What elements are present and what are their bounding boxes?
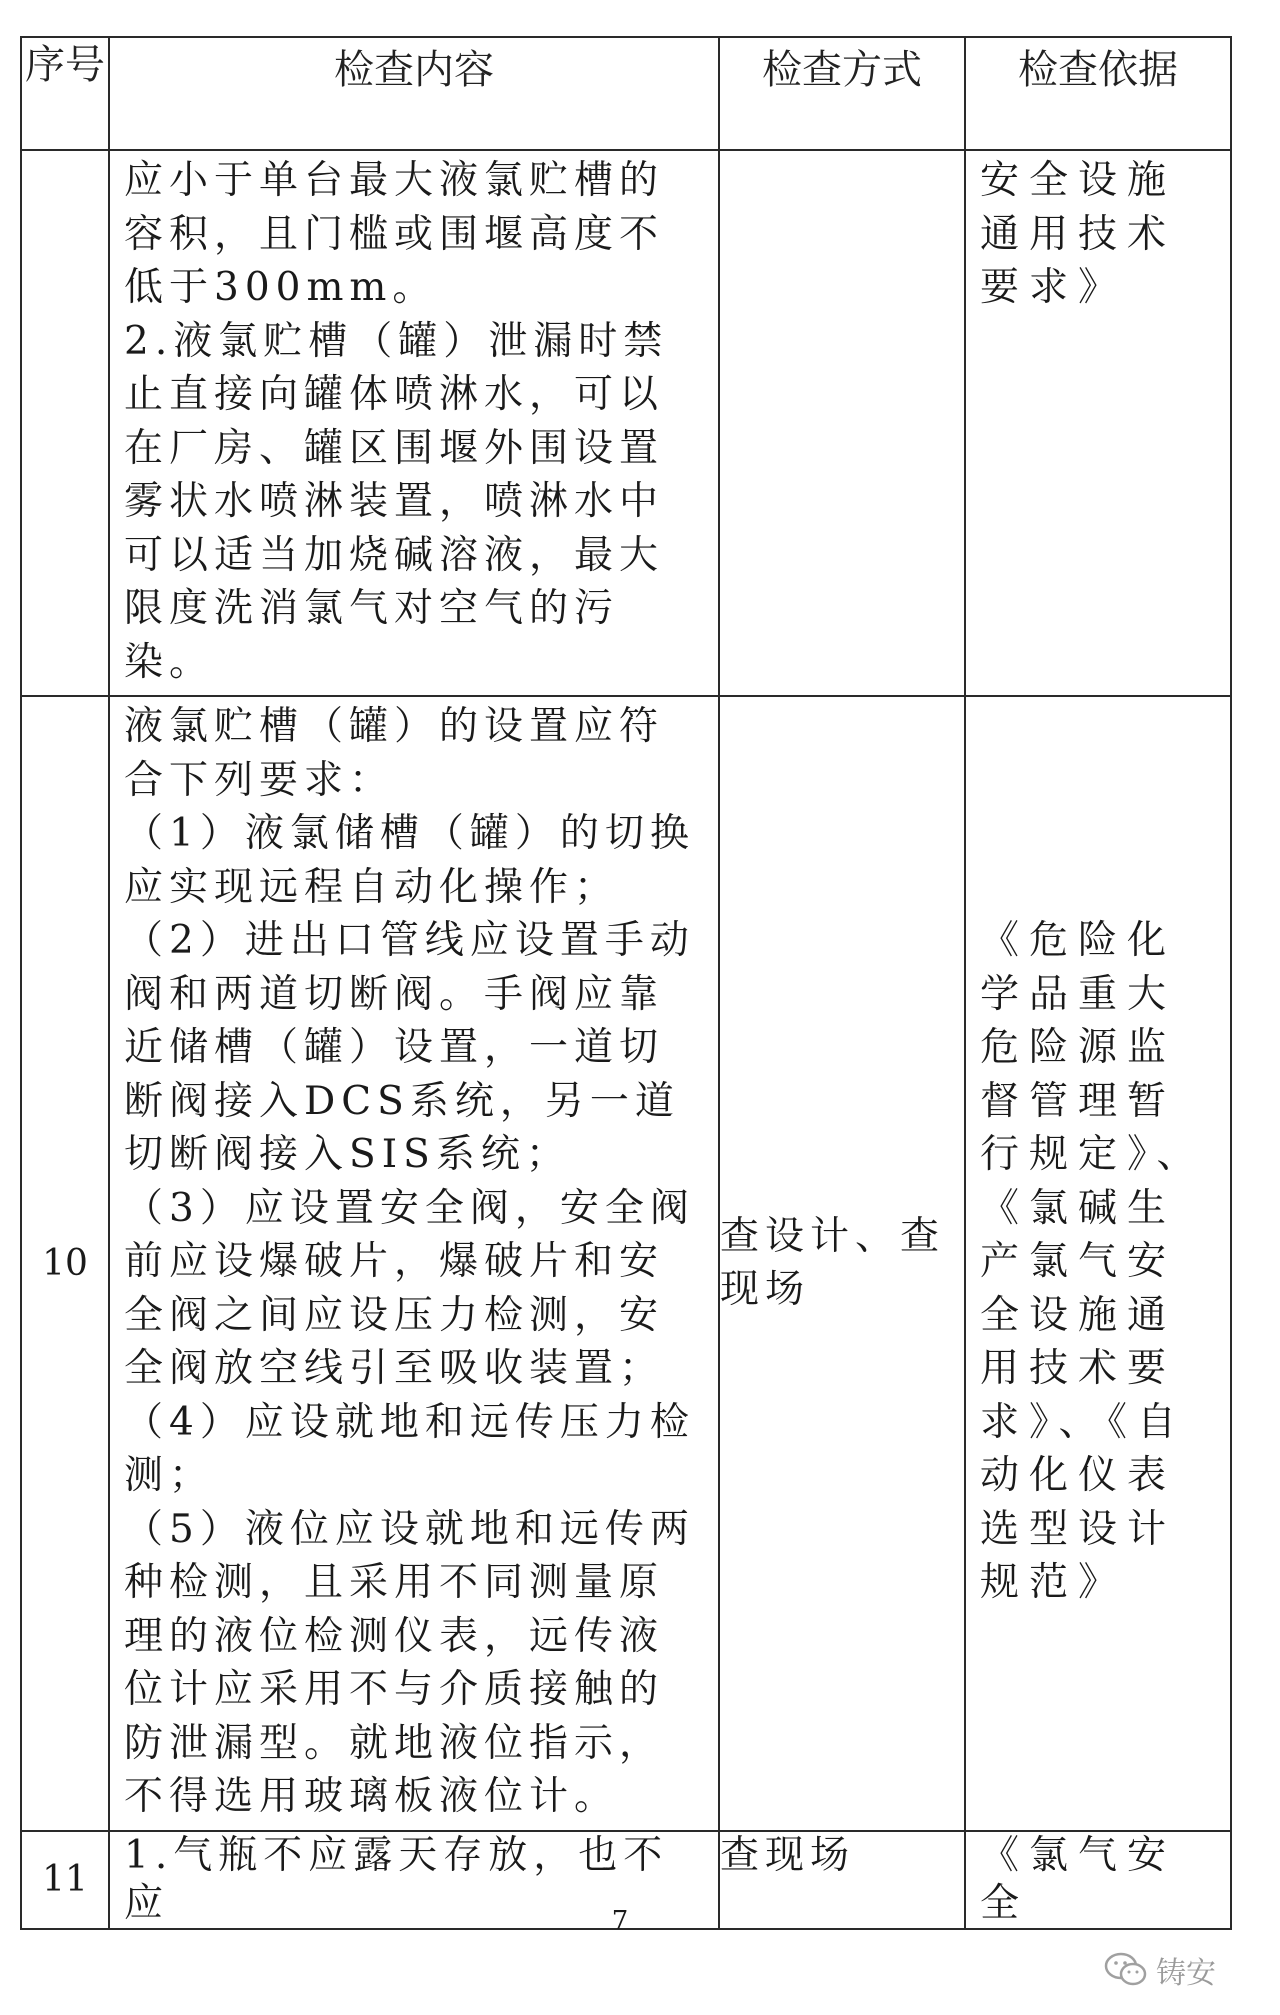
row-basis-cell xyxy=(965,1831,1231,1929)
watermark-text: 铸安 xyxy=(1156,1956,1216,1991)
row-seq xyxy=(21,150,109,696)
table-header-row xyxy=(21,37,1231,150)
row-basis: 安全设施通用技术要求》 xyxy=(980,158,1177,310)
watermark xyxy=(1104,1948,1216,1992)
row-basis-cell xyxy=(965,150,1231,696)
row-content-cell xyxy=(109,150,719,696)
row-content-cell xyxy=(109,696,719,1831)
header-seq: 序号 xyxy=(21,37,109,150)
wechat-icon xyxy=(1104,1952,1148,1988)
table-row xyxy=(21,696,1231,1831)
header-content: 检查内容 xyxy=(109,37,719,150)
row-method: 查设计、查现场 xyxy=(719,696,965,1831)
row-content: 液氯贮槽（罐）的设置应符合下列要求： （1）液氯储槽（罐）的切换应实现远程自动化操作； （2）进出口管线应设置手动阀和两道切断阀。手阀应靠近储槽（罐）设置，一道切断阀接入DCS系统，另一道切断阀接入SIS系统； （3）应设置安全阀，安全阀前应设爆破片，爆破片和安全阀之间应设压力检测，安全阀放空线引至吸收装置； （4）应设就地和远传压力检测； （5）液位应设就地和远传两种检测，且采用不同测量原理的液位检测仪表，远传液位计应采用不与介质接触的防泄漏型。就地液位指示，不得选用玻璃板液位计。 xyxy=(124,704,695,1819)
row-method-cell xyxy=(719,150,965,696)
page-number: 7 xyxy=(611,1906,629,1936)
row-content: 1.气瓶不应露天存放，也不应 xyxy=(124,1832,669,1926)
row-basis: 《危险化学品重大危险源监督管理暂行规定》、《氯碱生产氯气安全设施通用技术要求》、《自动化仪表选型设计规范》 xyxy=(980,918,1206,1605)
header-method: 检查方式 xyxy=(719,37,965,150)
row-method: 查现场 xyxy=(719,1831,965,1929)
header-basis: 检查依据 xyxy=(965,37,1231,150)
row-basis-cell xyxy=(965,696,1231,1831)
row-content: 应小于单台最大液氯贮槽的容积，且门槛或围堰高度不低于300mm。 2.液氯贮槽（罐）泄漏时禁止直接向罐体喷淋水，可以在厂房、罐区围堰外围设置雾状水喷淋装置，喷淋水中可以适当加烧碱溶液，最大限度洗消氯气对空气的污染。 xyxy=(124,158,669,685)
row-seq: 10 xyxy=(21,696,109,1831)
inspection-table xyxy=(20,36,1232,1930)
row-seq: 11 xyxy=(21,1831,109,1929)
row-basis: 《氯气安全 xyxy=(980,1832,1177,1926)
table-row xyxy=(21,150,1231,696)
